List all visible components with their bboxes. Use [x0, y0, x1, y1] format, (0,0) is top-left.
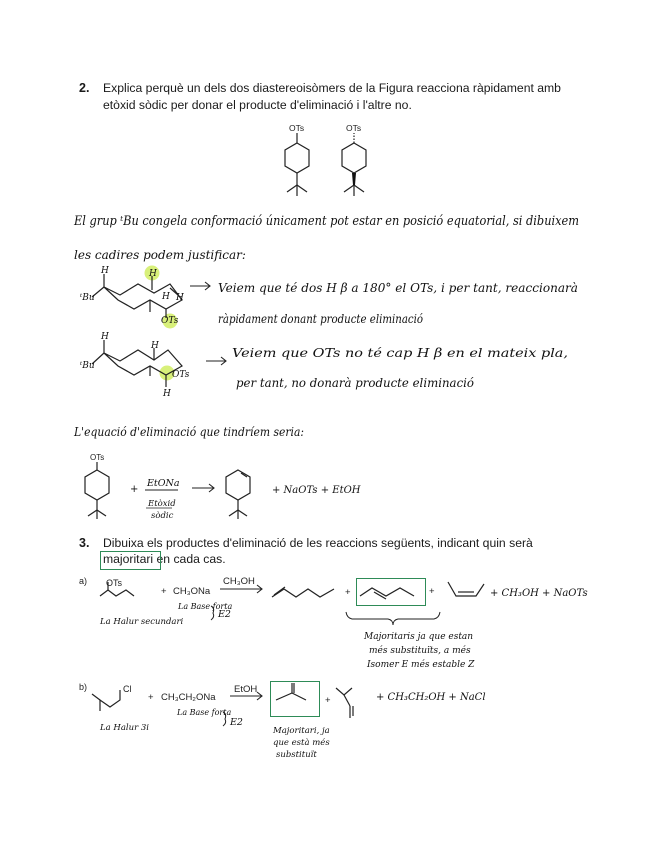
equation-intro: L'equació d'eliminació que tindríem seria: [73, 424, 304, 439]
figure-isomer-1 [285, 133, 309, 196]
chair2-ots-label: OTs [172, 370, 190, 380]
reaction-a-product-1 [272, 587, 334, 597]
figure-ots-label-2: OTs [346, 123, 362, 133]
reaction-b-byproducts: + CH₃CH₂OH + NaCl [376, 692, 486, 703]
figure-ots-label-1: OTs [289, 123, 305, 133]
chair2-text-b: per tant, no donarà producte eliminació [236, 376, 474, 390]
reaction-b-label: b) [79, 682, 88, 692]
chair2-h-label-1: H [101, 332, 109, 342]
reaction-a-major-note-1: Majoritaris ja que estan [364, 632, 474, 642]
reaction-b-mech: E2 [230, 717, 243, 728]
equation-product [226, 470, 250, 519]
chair1-h-label-3: H [176, 293, 184, 303]
reaction-a-major-note-2: més substituïts, a més [369, 646, 471, 656]
reaction-a-label: a) [79, 576, 88, 586]
reaction-b-product-2 [336, 688, 353, 718]
question-2-number: 2. [79, 81, 90, 95]
reaction-a-reagent: CH₃ONa [173, 586, 211, 597]
question-2-line1: Explica perquè un dels dos diastereoisòmers de la Figura reacciona ràpidament amb [103, 81, 561, 95]
equation-reactant [85, 462, 109, 519]
answer-line2: les cadires podem justificar: [74, 248, 246, 262]
reaction-b-base-note: La Base forta [177, 708, 232, 717]
reaction-a-solvent: CH₃OH [223, 576, 255, 587]
question-3-line2-rest: en cada cas. [153, 552, 226, 566]
reagent-etona: EtONa [147, 478, 180, 489]
reaction-b-product-1 [276, 683, 306, 700]
equation-byproducts: + NaOTs + EtOH [272, 485, 361, 496]
reaction-a-major-note-3: Isomer E més estable Z [367, 660, 475, 670]
reaction-a-product-2 [360, 588, 414, 599]
reaction-a-plus: + [161, 586, 167, 597]
reaction-a-product-3 [448, 582, 484, 596]
reaction-b-substrate [92, 690, 120, 711]
reaction-b-major-note-2: que està més [273, 738, 330, 748]
chair1-tbu-label: ᵗBu [80, 293, 95, 303]
reaction-a-mech: E2 [218, 609, 231, 620]
reaction-a-substrate-note: La Halur secundari [100, 617, 184, 627]
reaction-b-major-note-3: substituït [276, 750, 317, 760]
reaction-a-byproducts: + CH₃OH + NaOTs [490, 588, 588, 599]
chair-conformation-2 [92, 340, 182, 387]
reaction-b-plus-2: + [325, 695, 331, 706]
question-2-line2: etòxid sòdic per donar el producte d'eliminació i l'altre no. [103, 98, 412, 112]
reaction-b-substrate-note: La Halur 3i [100, 723, 149, 733]
chair2-h-label-3: H [163, 389, 171, 399]
chair1-text-a: Veiem que té dos H β a 180° el OTs, i per tant, reaccionarà [218, 281, 578, 295]
chair1-ots-label: OTs [161, 316, 179, 326]
chair2-text-a: Veiem que OTs no té cap H β en el mateix pla, [232, 346, 568, 360]
chair1-h-label-2: H [149, 269, 157, 279]
question-3-line1: Dibuixa els productes d'eliminació de les reaccions següents, indicant quin serà [103, 536, 533, 550]
reaction-b-cl: Cl [123, 684, 132, 694]
chair1-h-label-1: H [101, 266, 109, 276]
wedge-bond-2 [352, 173, 356, 185]
reaction-a-plus-2: + [345, 587, 351, 598]
reaction-b-solvent: EtOH [234, 684, 258, 695]
reagent-name-1: Etòxid [148, 499, 176, 509]
chair1-text-b: ràpidament donant producte eliminació [218, 312, 423, 326]
chair1-h-label-4: H [162, 292, 170, 302]
reaction-b-plus: + [148, 692, 154, 703]
equation-plus: + [130, 484, 139, 495]
chair2-tbu-label: ᵗBu [80, 361, 95, 371]
reaction-a-base-note: La Base forta [178, 602, 233, 611]
chair2-h-label-2: H [151, 341, 159, 351]
answer-line1: El grup ᵗBu congela conformació únicament pot estar en posició equatorial, si dibuixem [73, 214, 580, 229]
figure-isomer-2 [342, 133, 366, 196]
question-3-number: 3. [79, 536, 90, 550]
reaction-b-major-note-1: Majoritari, ja [273, 726, 330, 736]
reaction-b-reagent: CH₃CH₂ONa [161, 692, 216, 703]
equation-ots-label: OTs [90, 453, 105, 462]
reagent-name-2: sòdic [151, 511, 174, 521]
reaction-a-ots: OTs [106, 578, 123, 588]
reaction-a-plus-3: + [429, 586, 435, 597]
majoritari-text: majoritari [103, 552, 154, 566]
